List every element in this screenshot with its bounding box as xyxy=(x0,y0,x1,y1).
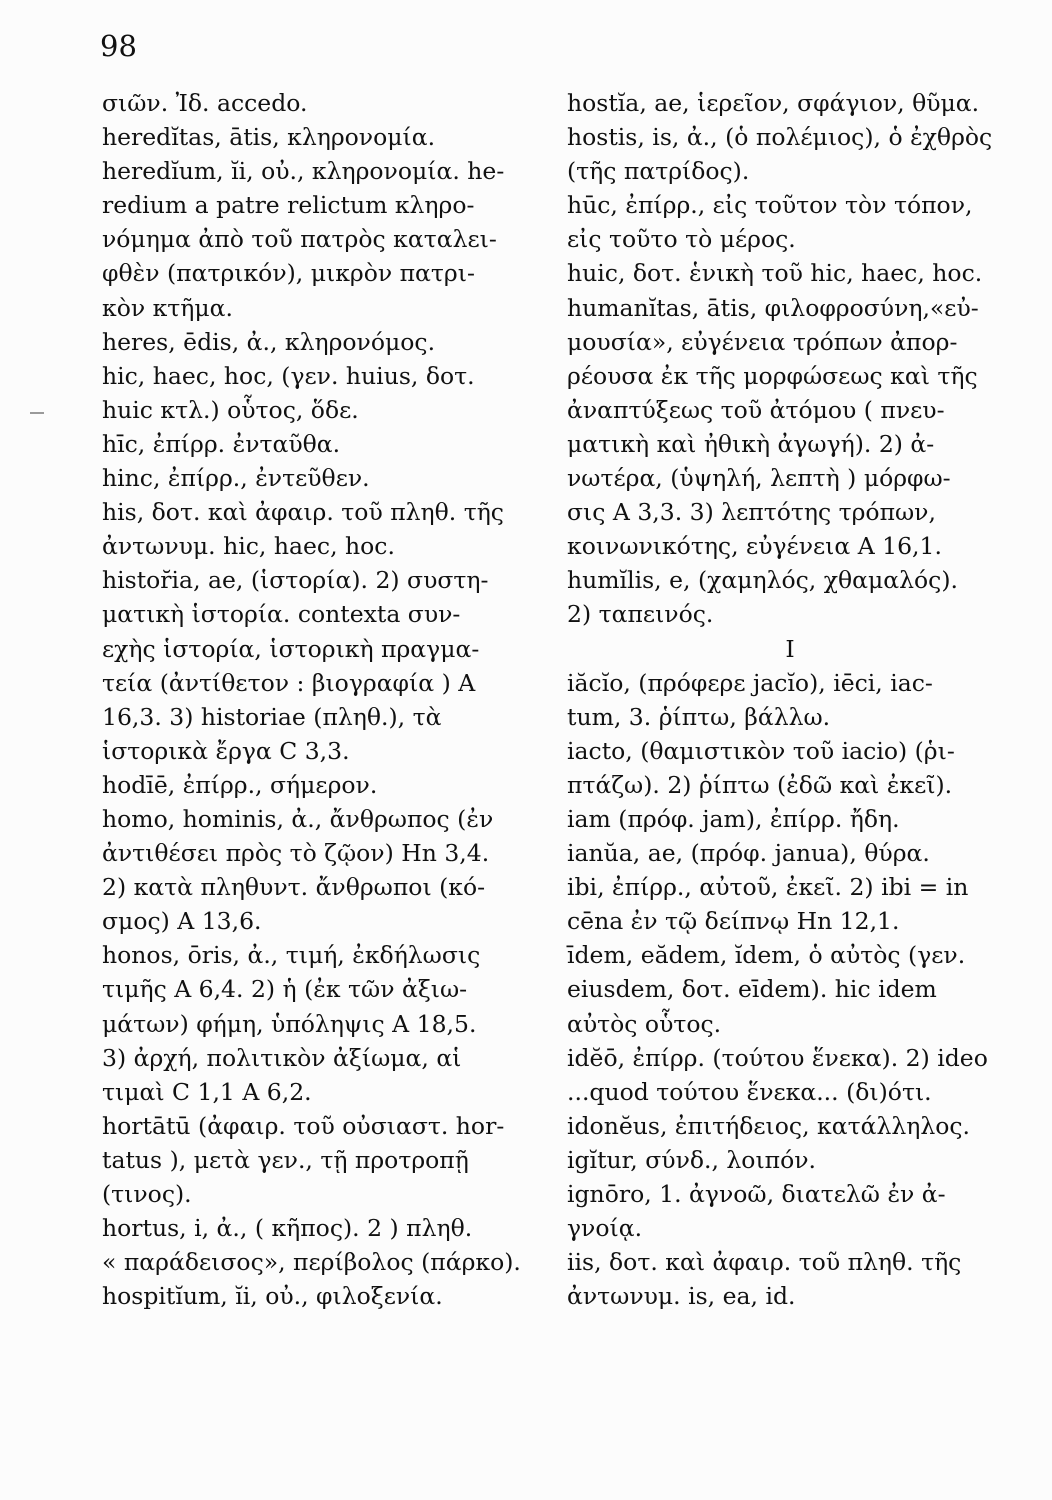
entry-line: homo, hominis, ἀ., ἄνθρωπος (ἐν xyxy=(102,804,494,833)
entry-line: τιμῆς A 6,4. 2) ἡ (ἐκ τῶν ἀξιω- xyxy=(102,975,468,1004)
entry-line: hīc, ἐπίρρ. ἐνταῦθα. xyxy=(102,429,341,458)
entry-line: tatus ), μετὰ γεν., τῇ προτροπῇ xyxy=(102,1145,469,1174)
margin-mark xyxy=(30,412,44,414)
entry-line: his, δοτ. καὶ ἀφαιρ. τοῦ πληθ. τῆς xyxy=(102,498,504,527)
entry-line: μάτων) φήμη, ὑπόληψις A 18,5. xyxy=(102,1009,477,1038)
entry-line: igĭtur, σύνδ., λοιπόν. xyxy=(567,1145,817,1174)
entry-line: ignōro, 1. ἀγνοῶ, διατελῶ ἐν ἀ- xyxy=(567,1180,946,1208)
entry-line: ματικὴ ἱστορία. contexta συν- xyxy=(102,600,461,629)
entry-line: heredĭum, ĭi, οὐ., κληρονομία. he- xyxy=(102,157,505,186)
entry-line: τεία (ἀντίθετον : βιογραφία ) A xyxy=(102,668,476,697)
entry-line: ...quod τούτου ἕνεκα... (δι)ότι. xyxy=(567,1077,932,1106)
entry-line: ἱστορικὰ ἔργα C 3,3. xyxy=(102,736,350,765)
entry-line: νόμημα ἀπὸ τοῦ πατρὸς καταλει- xyxy=(102,225,497,254)
entry-line: εἰς τοῦτο τὸ μέρος. xyxy=(567,225,796,254)
entry-line: honos, ōris, ἀ., τιμή, ἐκδήλωσις xyxy=(102,941,481,970)
entry-line: hic, haec, hoc, (γεν. huius, δοτ. xyxy=(102,361,475,390)
entry-line: histor̆ia, ae, (ἱστορία). 2) συστη- xyxy=(102,566,489,595)
entry-line: humanĭtas, ātis, φιλοφροσύνη,«εὐ- xyxy=(567,293,979,322)
entry-line: iam (πρόφ. jam), ἐπίρρ. ἤδη. xyxy=(567,804,900,833)
entry-line: (τινος). xyxy=(102,1180,192,1208)
entry-line: νωτέρα, (ὑψηλή, λεπτὴ ) μόρφω- xyxy=(567,464,951,493)
right-column xyxy=(567,86,1013,1313)
entry-line: humĭlis, e, (χαμηλός, χθαμαλός). xyxy=(567,566,958,595)
entry-line: ματικὴ καὶ ἠθικὴ ἀγωγή). 2) ἀ- xyxy=(567,429,935,458)
entry-line: 2) κατὰ πληθυντ. ἄνθρωποι (κό- xyxy=(102,873,486,902)
entry-line: iis, δοτ. καὶ ἀφαιρ. τοῦ πληθ. τῆς xyxy=(567,1248,962,1277)
entry-line: ianŭa, ae, (πρόφ. janua), θύρα. xyxy=(567,839,930,868)
entry-line: hinc, ἐπίρρ., ἐντεῦθεν. xyxy=(102,464,370,493)
entry-line: σις A 3,3. 3) λεπτότης τρόπων, xyxy=(567,498,936,527)
entry-line: iacto, (θαμιστικὸν τοῦ iacio) (ῥι- xyxy=(567,736,955,765)
entry-line: σμος) A 13,6. xyxy=(102,907,262,936)
entry-line: πτάζω). 2) ῥίπτω (ἐδῶ καὶ ἐκεῖ). xyxy=(567,770,953,799)
entry-line: ἀναπτύξεως τοῦ ἀτόμου ( πνευ- xyxy=(567,395,945,424)
entry-line: eiusdem, δοτ. eīdem). hic idem xyxy=(567,975,937,1004)
entry-line: (τῆς πατρίδος). xyxy=(567,157,750,186)
entry-line: 2) ταπεινός. xyxy=(567,600,714,629)
entry-line: ἀντιθέσει πρὸς τὸ ζῷον) Hn 3,4. xyxy=(102,839,490,868)
entry-line: hortātū (ἀφαιρ. τοῦ οὐσιαστ. hor- xyxy=(102,1111,505,1140)
entry-line: hospitĭum, ĭi, οὐ., φιλοξενία. xyxy=(102,1282,443,1311)
entry-line: hortus, i, ἀ., ( κῆπος). 2 ) πληθ. xyxy=(102,1214,473,1243)
entry-line: īdem, eădem, ĭdem, ὁ αὐτὸς (γεν. xyxy=(567,941,966,970)
entry-line: hostis, is, ἀ., (ὁ πολέμιος), ὁ ἐχθρὸς xyxy=(567,123,993,152)
entry-line: idonĕus, ἐπιτήδειος, κατάλληλος. xyxy=(567,1111,970,1140)
entry-line: ἀντωνυμ. hic, haec, hoc. xyxy=(102,532,395,561)
section-letter: I xyxy=(785,634,795,663)
entry-line: ibi, ἐπίρρ., αὐτοῦ, ἐκεῖ. 2) ibi = in xyxy=(567,873,969,902)
entry-line: εχὴς ἱστορία, ἱστορικὴ πραγμα- xyxy=(102,634,480,663)
entry-line: idĕō, ἐπίρρ. (τούτου ἕνεκα). 2) ideo xyxy=(567,1043,988,1072)
entry-line: ἀντωνυμ. is, ea, id. xyxy=(567,1282,796,1311)
entry-line: tum, 3. ῥίπτω, βάλλω. xyxy=(567,702,831,731)
entry-line: redium a patre relictum κληρο- xyxy=(102,191,475,220)
entry-line: φθὲν (πατρικόν), μικρὸν πατρι- xyxy=(102,259,475,288)
entry-line: γνοίᾳ. xyxy=(567,1214,643,1243)
entry-line: κὸν κτῆμα. xyxy=(102,293,233,322)
entry-line: hūc, ἐπίρρ., εἰς τοῦτον τὸν τόπον, xyxy=(567,191,973,220)
entry-line: κοινωνικότης, εὐγένεια A 16,1. xyxy=(567,532,942,561)
left-column xyxy=(102,86,542,1313)
page-number: 98 xyxy=(100,29,137,63)
entry-line: τιμαὶ C 1,1 A 6,2. xyxy=(102,1077,312,1106)
entry-line: σιῶν. Ἰδ. accedo. xyxy=(102,89,308,117)
entry-line: huic, δοτ. ἑνικὴ τοῦ hic, haec, hoc. xyxy=(567,259,983,288)
entry-line: hodīē, ἐπίρρ., σήμερον. xyxy=(102,770,378,799)
entry-line: 3) ἀρχή, πολιτικὸν ἀξίωμα, αἱ xyxy=(102,1043,462,1072)
entry-line: hostĭa, ae, ἱερεῖον, σφάγιον, θῦμα. xyxy=(567,89,980,117)
entry-line: 16,3. 3) historiae (πληθ.), τὰ xyxy=(102,702,442,731)
entry-line: huic κτλ.) οὗτος, ὅδε. xyxy=(102,395,359,424)
entry-line: αὐτὸς οὗτος. xyxy=(567,1009,722,1038)
entry-line: iăcĭo, (πρόφερε jacĭo), iēci, iac- xyxy=(567,668,933,697)
entry-line: « παράδεισος», περίβολος (πάρκο). xyxy=(102,1248,521,1277)
entry-line: μουσία», εὐγένεια τρόπων ἀπορ- xyxy=(567,327,958,356)
entry-line: heres, ēdis, ἀ., κληρονόμος. xyxy=(102,327,436,356)
entry-line: cēna ἐν τῷ δείπνῳ Hn 12,1. xyxy=(567,907,900,936)
entry-line: ρέουσα ἐκ τῆς μορφώσεως καὶ τῆς xyxy=(567,361,978,390)
entry-line: heredĭtas, ātis, κληρονομία. xyxy=(102,123,436,152)
